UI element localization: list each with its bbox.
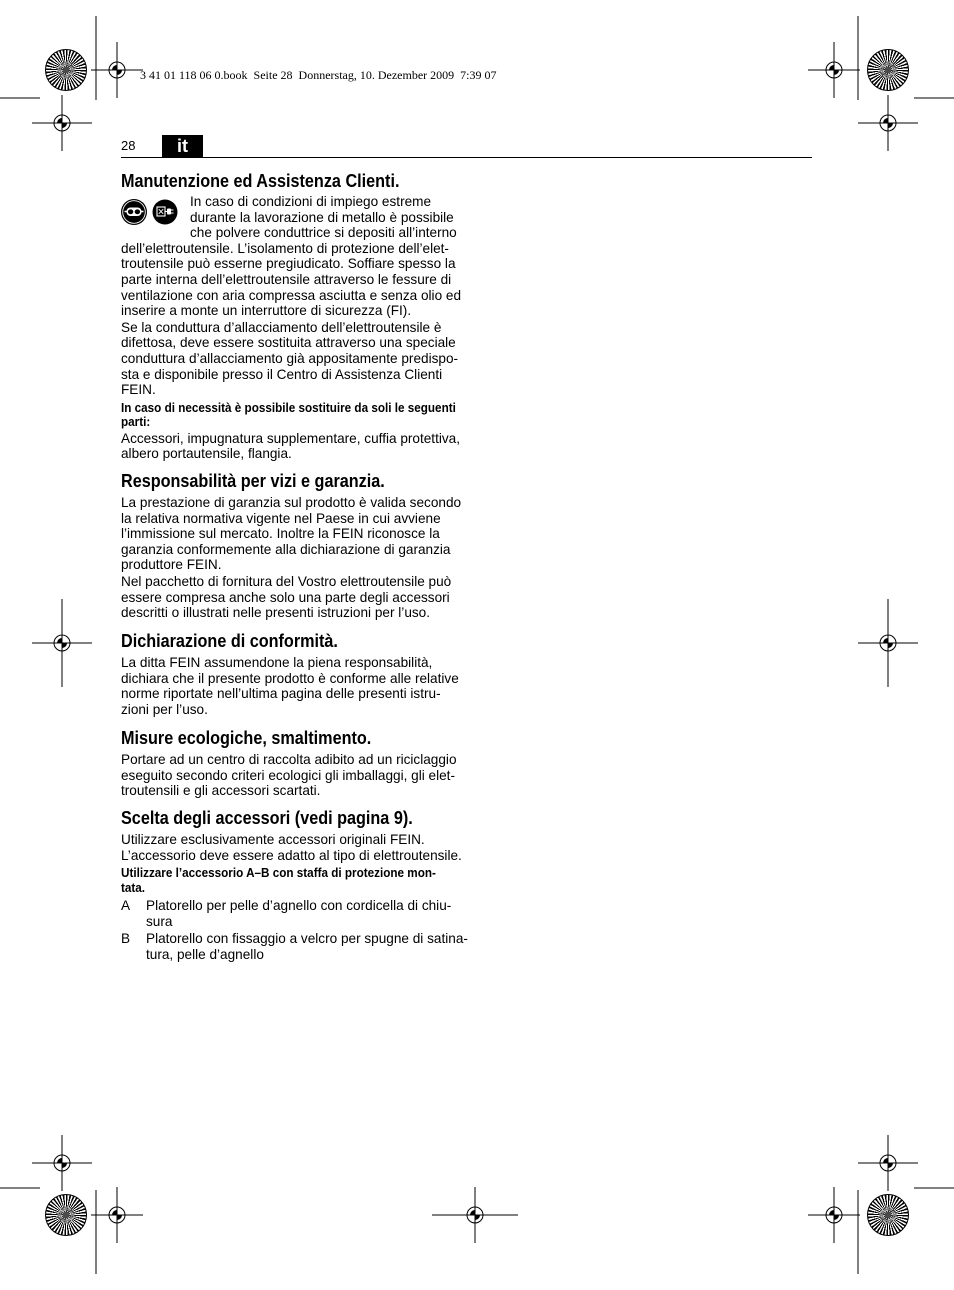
item-letter: A	[121, 898, 131, 914]
text-line: norme riportate nell’ultima pagina delle presenti istru-	[121, 686, 441, 702]
text-line: troutensili e gli accessori scartati.	[121, 783, 321, 799]
section-heading: Responsabilità per vizi e garanzia.	[121, 471, 385, 491]
section-heading: Manutenzione ed Assistenza Clienti.	[121, 171, 400, 191]
unplug-icon	[152, 199, 178, 225]
text-line: la relativa normativa vigente nel Paese in cui avviene	[121, 510, 441, 526]
registration-mark	[858, 1135, 918, 1191]
text-line: conduttura d’allacciamento già appositamente predispo-	[121, 350, 459, 366]
text-line: garanzia conformemente alla dichiarazione di garanzia	[121, 541, 451, 557]
text-line: che polvere conduttrice si depositi all’interno	[190, 225, 457, 241]
registration-starburst	[867, 49, 909, 91]
section-environment	[121, 728, 471, 799]
text-line: dell’elettroutensile. L’isolamento di protezione dell’elet-	[121, 240, 449, 256]
text-line: eseguito secondo criteri ecologici gli imballaggi, gli elet-	[121, 767, 455, 783]
text-line: Se la conduttura d’allacciamento dell’elettroutensile è	[121, 319, 442, 335]
registration-starburst	[45, 1194, 87, 1236]
section-accessories	[121, 808, 471, 963]
text-line: Platorello con fissaggio a velcro per spugne di satina-	[146, 931, 468, 947]
text-line: La ditta FEIN assumendone la piena responsabilità,	[121, 655, 433, 670]
text-line: durante la lavorazione di metallo è possibile	[190, 209, 454, 225]
bold-note	[121, 866, 471, 895]
text-line: Utilizzare l’accessorio A–B con staffa di protezione mon-	[121, 865, 436, 881]
paragraph	[121, 495, 471, 573]
section-heading: Scelta degli accessori (vedi pagina 9).	[121, 808, 413, 828]
text-line: tata.	[121, 879, 146, 895]
text-line: parte interna dell’elettroutensile attraverso le fessure di	[121, 271, 452, 287]
paragraph	[121, 574, 471, 621]
text-line: difettosa, deve essere sostituita attraverso una speciale	[121, 335, 456, 351]
item-text	[146, 898, 471, 929]
safety-goggles-icon	[121, 199, 147, 225]
safety-icons	[121, 194, 190, 239]
text-line: In caso di necessità è possibile sostituire da soli le seguenti	[121, 399, 456, 415]
registration-mark	[32, 95, 92, 151]
replaceable-parts	[121, 431, 471, 462]
text-line: essere compresa anche solo una parte degli accessori	[121, 589, 450, 605]
text-line: descritti o illustrati nelle presenti istruzioni per l’uso.	[121, 605, 431, 621]
registration-mark	[32, 599, 92, 687]
paragraph	[121, 320, 471, 398]
header-rule	[121, 157, 812, 158]
section-heading: Dichiarazione di conformità.	[121, 631, 338, 651]
text-line: zioni per l’uso.	[121, 701, 208, 717]
registration-starburst	[45, 49, 87, 91]
registration-mark	[91, 1187, 143, 1243]
text-line: l’immissione sul mercato. Inoltre la FEIN riconosce la	[121, 526, 440, 542]
text-line: sura	[146, 913, 173, 929]
section-conformity	[121, 631, 471, 717]
text-line: L’accessorio deve essere adatto al tipo di elettroutensile.	[121, 847, 462, 863]
print-file-info: 3 41 01 118 06 0.book Seite 28 Donnerstag, 10. Dezember 2009 7:39 07	[140, 68, 497, 82]
text-line: tura, pelle d’agnello	[146, 946, 264, 962]
registration-mark	[808, 42, 860, 98]
text-line: sta e disponibile presso il Centro di Assistenza Clienti	[121, 366, 443, 382]
registration-mark	[32, 1135, 92, 1191]
accessory-item-b	[121, 931, 471, 962]
section-warranty	[121, 471, 471, 621]
registration-mark	[808, 1187, 860, 1243]
text-line: Accessori, impugnatura supplementare, cuffia protettiva,	[121, 430, 461, 446]
text-line: Portare ad un centro di raccolta adibito ad un riciclaggio	[121, 752, 457, 767]
bold-note	[121, 401, 471, 430]
text-line: produttore FEIN.	[121, 557, 222, 573]
text-line: dichiara che il presente prodotto è conforme alle relative	[121, 670, 459, 686]
text-line: Platorello per pelle d’agnello con cordicella di chiu-	[146, 898, 452, 914]
registration-mark	[858, 95, 918, 151]
section-maintenance	[121, 171, 471, 462]
text-line: ventilazione con aria compressa asciutta e senza olio ed	[121, 287, 462, 303]
language-tab: it	[162, 135, 203, 157]
item-text	[146, 931, 471, 962]
text-line: La prestazione di garanzia sul prodotto è valida secondo	[121, 495, 462, 510]
registration-mark	[91, 42, 143, 98]
text-line: In caso di condizioni di impiego estreme	[190, 194, 432, 209]
paragraph	[121, 832, 471, 863]
text-line: inserire a monte un interruttore di sicurezza (FI).	[121, 303, 412, 319]
accessory-list	[121, 898, 471, 962]
registration-starburst	[867, 1194, 909, 1236]
paragraph	[121, 752, 471, 799]
text-line: troutensile può esserne pregiudicato. Soffiare spesso la	[121, 256, 456, 272]
page-number: 28	[121, 138, 136, 153]
registration-mark	[858, 599, 918, 687]
text-line: FEIN.	[121, 382, 156, 398]
text-line: albero portautensile, flangia.	[121, 446, 292, 462]
text-line: Nel pacchetto di fornitura del Vostro elettroutensile può	[121, 573, 452, 589]
item-letter: B	[121, 931, 131, 947]
registration-mark	[432, 1187, 518, 1243]
text-line: parti:	[121, 414, 151, 430]
paragraph	[121, 655, 471, 717]
text-line: Utilizzare esclusivamente accessori originali FEIN.	[121, 832, 425, 847]
section-heading: Misure ecologiche, smaltimento.	[121, 728, 372, 748]
accessory-item-a	[121, 898, 471, 929]
